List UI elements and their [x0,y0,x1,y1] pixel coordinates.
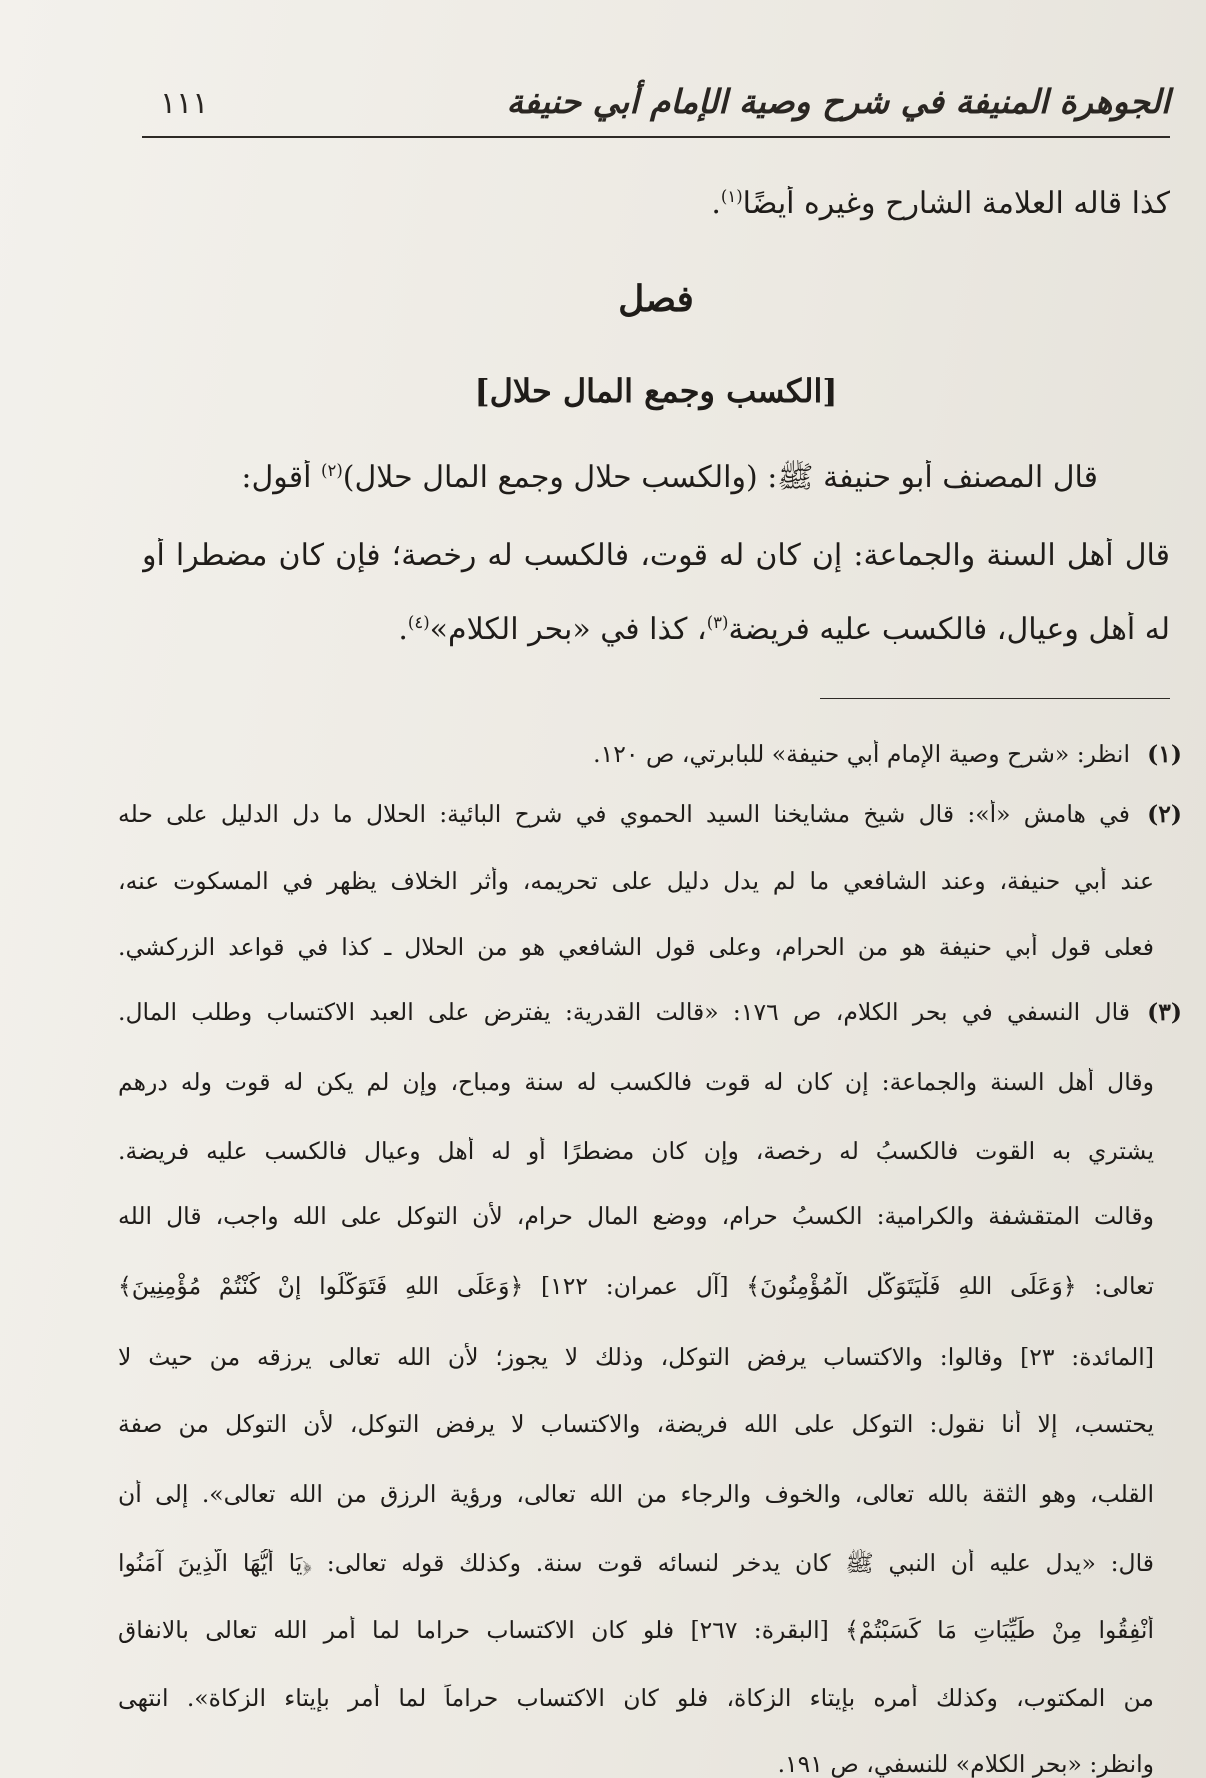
section-subheading: [الكسب وجمع المال حلال] [474,372,838,410]
footnote-3-line: القلب، وهو الثقة بالله تعالى، والخوف والرجاء من الله تعالى، ورؤية الرزق من الله تعالى». إلى أن [118,1480,1154,1508]
footnote-1: (١)انظر: «شرح وصية الإمام أبي حنيفة» للبابرتي، ص ١٢٠. [593,740,1182,768]
footnote-ref-4[interactable]: (٤) [407,613,430,632]
running-title: الجوهرة المنيفة في شرح وصية الإمام أبي حنيفة [506,82,1170,121]
footnote-3-line: وقال أهل السنة والجماعة: إن كان له قوت فالكسب له سنة ومباح، وإن لم يكن له قوت وله درهم [118,1068,1154,1096]
footnote-ref-1[interactable]: (١) [720,187,743,206]
section-heading: فصل [618,278,694,320]
footnote-3-line: يحتسب، إلا أنا نقول: التوكل على الله فريضة، والاكتساب لا يرفض التوكل، لأن التوكل من صفة [118,1410,1154,1438]
footnote-2-number: (٢) [1147,800,1182,828]
footnote-3-line: من المكتوب، وكذلك أمره بإيتاء الزكاة، فلو كان الاكتساب حراماً لما أمر بإيتاء الزكاة». انتهى [118,1684,1154,1712]
body-paragraph-line-1: قال المصنف أبو حنيفة ﷺ: (والكسب حلال وجمع المال حلال)$^{(٢)}$ أقول: [241,460,1098,495]
footnote-2-line: عند أبي حنيفة، وعند الشافعي ما لم يدل دليل على تحريمه، وأثر الخلاف يظهر في المسكوت عنه، [118,867,1154,895]
body-line-1: كذا قاله العلامة الشارح وغيره أيضًا$^{(١)}$. [711,186,1170,221]
footnote-3-line: تعالى: ﴿وَعَلَى اللهِ فَلْيَتَوَكَّلِ الْمُؤْمِنُونَ﴾ [آل عمران: ١٢٢] ﴿وَعَلَى اللهِ فَتَوَكَّلُوا إِنْ كُنْتُمْ مُؤْمِنِينَ﴾ [118,1272,1154,1300]
page-header [142,68,1170,138]
footnote-3-line: أَنْفِقُوا مِنْ طَيِّبَاتِ مَا كَسَبْتُمْ﴾ [البقرة: ٢٦٧] فلو كان الاكتساب حراما لما أمر الله تعالى بالانفاق [118,1616,1154,1644]
footnote-3-number: (٣) [1147,998,1182,1026]
footnote-3-line: [المائدة: ٢٣] وقالوا: والاكتساب يرفض التوكل، وذلك لا يجوز؛ لأن الله تعالى يرزقه من حيث لا [118,1343,1154,1371]
footnote-3-line: يشتري به القوت فالكسبُ له رخصة، وإن كان مضطرًا أو له أهل وعيال فالكسب عليه فريضة. [118,1137,1154,1165]
footnote-3-line: (٣)قال النسفي في بحر الكلام، ص ١٧٦: «قالت القدرية: يفترض على العبد الاكتساب وطلب المال. [118,998,1182,1026]
footnote-1-number: (١) [1147,740,1182,768]
body-paragraph-line-2: قال أهل السنة والجماعة: إن كان له قوت، فالكسب له رخصة؛ فإن كان مضطرا أو [142,538,1170,573]
footnote-divider [820,698,1170,699]
footnote-3-line: وقالت المتقشفة والكرامية: الكسبُ حرام، ووضع المال حرام، لأن التوكل على الله واجب، قال الله [118,1202,1154,1230]
footnote-ref-3[interactable]: (٣) [706,613,729,632]
body-paragraph-line-3: له أهل وعيال، فالكسب عليه فريضة$^{(٣)}$، كذا في «بحر الكلام»$^{(٤)}$. [398,612,1170,647]
footnote-3-line: وانظر: «بحر الكلام» للنسفي، ص ١٩١. [777,1750,1154,1778]
footnote-2-line: (٢)في هامش «أ»: قال شيخ مشايخنا السيد الحموي في شرح البائية: الحلال ما دل الدليل على حله [118,800,1182,828]
footnote-2-line: فعلى قول أبي حنيفة هو من الحرام، وعلى قول الشافعي هو من الحلال ـ كذا في قواعد الزركشي. [118,933,1154,961]
footnote-3-line: قال: «يدل عليه أن النبي ﷺ كان يدخر لنسائه قوت سنة. وكذلك قوله تعالى: ﴿يَا أَيُّهَا الَّذِينَ آمَنُوا [118,1549,1154,1577]
page-number: ١١١ [160,86,209,121]
footnote-ref-2[interactable]: (٢) [321,461,343,480]
